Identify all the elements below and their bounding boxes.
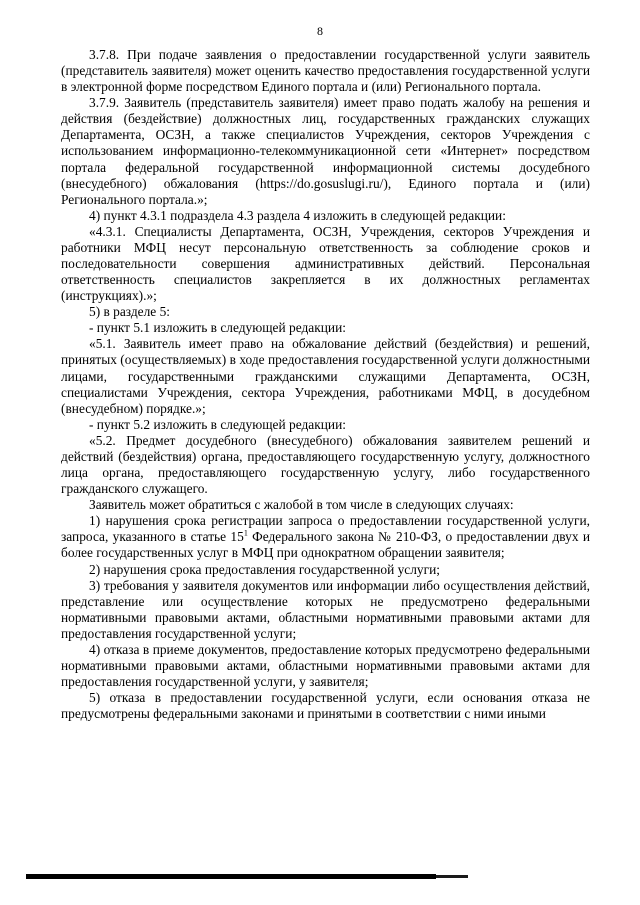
case-1-superscript: 1 bbox=[243, 528, 248, 538]
paragraph-point-5-2-intro: - пункт 5.2 изложить в следующей редакции: bbox=[89, 416, 346, 432]
paragraph-3-7-8: 3.7.8. При подаче заявления о предоставлении государственной услуги заявитель (представитель заявителя) может оценить качество предоставления государственной услуги в электронной форме посредством Единого портала и (или) Регионального портала. bbox=[61, 47, 590, 95]
paragraph-cases-intro: Заявитель может обратиться с жалобой в том числе в следующих случаях: bbox=[89, 497, 514, 513]
paragraph-5-2: «5.2. Предмет досудебного (внесудебного) обжалования заявителем решений и действий (бездействия) органа, предоставляющего государственную услугу, должностного лица органа, предоставляющего государственную услугу, либо государственного гражданского служащего. bbox=[61, 432, 590, 497]
page-number: 8 bbox=[317, 24, 323, 38]
scan-edge-mark bbox=[26, 874, 436, 879]
paragraph-4-3-1: «4.3.1. Специалисты Департамента, ОСЗН, Учреждения, секторов Учреждения и работники МФЦ несут персональную ответственность за соблюдение сроков и последовательности совершения административных действий. Персональная ответственность специалистов закрепляется в их должностных регламентах (инструкциях).»; bbox=[61, 223, 590, 304]
paragraph-case-1 bbox=[61, 513, 590, 561]
paragraph-case-4: 4) отказа в приеме документов, предоставление которых предусмотрено федеральными нормативными правовыми актами, областными нормативными правовыми актами для предоставления государственной услуги, у заявителя; bbox=[61, 641, 590, 690]
paragraph-item-5: 5) в разделе 5: bbox=[89, 304, 171, 320]
paragraph-item-4: 4) пункт 4.3.1 подраздела 4.3 раздела 4 изложить в следующей редакции: bbox=[89, 207, 506, 223]
paragraph-5-1: «5.1. Заявитель имеет право на обжалование действий (бездействия) и решений, принятых (осуществляемых) в ходе предоставления государственной услуги должностными лицами, государственными гражданскими служащими Департамента, ОСЗН, специалистами Учреждения, сектора Учреждения, работниками МФЦ, в досудебном (внесудебном) порядке.»; bbox=[61, 336, 590, 416]
paragraph-case-2: 2) нарушения срока предоставления государственной услуги; bbox=[89, 561, 441, 577]
paragraph-3-7-9: 3.7.9. Заявитель (представитель заявителя) имеет право подать жалобу на решения и действия (бездействие) должностных лиц, государственных гражданских служащих Департамента, ОСЗН, а также специалистов Учреждения, секторов Учреждения с использованием информационно-телекоммуникационной сети «Интернет» посредством портала федеральной государственной информационной системы досудебного (внесудебного) обжалования (https://do.gosuslugi.ru/), Единого портала и (или) Регионального портала.»; bbox=[61, 95, 590, 207]
scan-edge-mark-tail bbox=[436, 875, 468, 878]
document-body bbox=[61, 47, 590, 722]
case-1-text: 1) нарушения срока регистрации запроса о предоставлении государственной услуги, запроса, указанного в статье 15 bbox=[61, 513, 590, 545]
paragraph-case-3: 3) требования у заявителя документов или информации либо осуществления действий, представление или осуществление которых не предусмотрено федеральными нормативными правовыми актами, областными нормативными правовыми актами для предоставления государственной услуги; bbox=[61, 577, 590, 641]
paragraph-case-5: 5) отказа в предоставлении государственной услуги, если основания отказа не предусмотрены федеральными законами и принятыми в соответствии с ними иными bbox=[61, 690, 590, 722]
case-1-text-end: Федерального закона № 210-ФЗ, о предоставлении двух и более государственных услуг в МФЦ при однократном обращении заявителя; bbox=[61, 529, 590, 561]
paragraph-point-5-1-intro: - пункт 5.1 изложить в следующей редакции: bbox=[89, 320, 346, 336]
